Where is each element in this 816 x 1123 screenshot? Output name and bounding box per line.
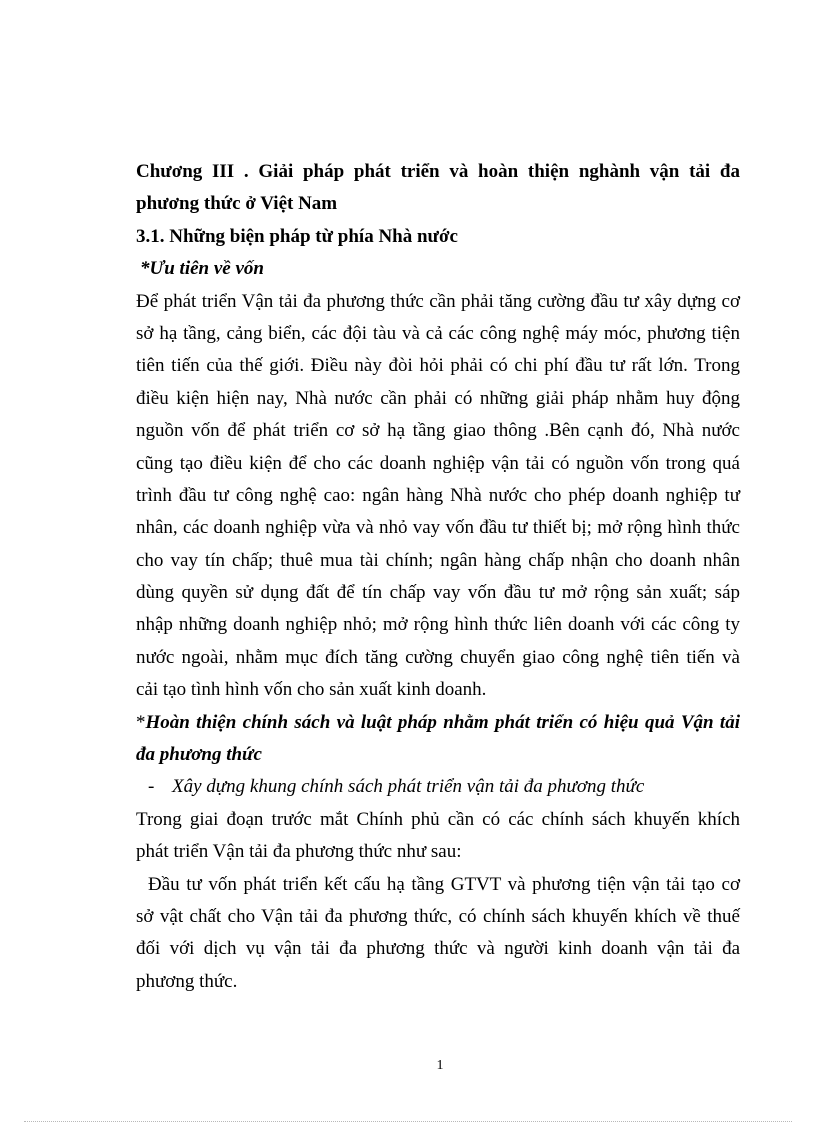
paragraph-line: cải tạo tình hình vốn cho sản xuất kinh doanh. xyxy=(136,679,487,701)
paragraph-line: sở hạ tầng, cảng biển, các đội tàu và cả các công nghệ máy móc, phương tiện xyxy=(136,322,740,344)
paragraph-line: nhập những doanh nghiệp nhỏ; mở rộng hình thức liên doanh với các công ty xyxy=(136,614,740,636)
paragraph-capital xyxy=(136,286,740,707)
paragraph-line: đối với dịch vụ vận tải đa phương thức và người kinh doanh vận tải đa xyxy=(136,938,740,960)
paragraph-line: nhân, các doanh nghiệp vừa và nhỏ vay vốn đầu tư thiết bị; mở rộng hình thức xyxy=(136,517,740,539)
section-title: 3.1. Những biện pháp từ phía Nhà nước xyxy=(136,225,458,247)
paragraph-line: phương thức. xyxy=(136,970,238,992)
subheading-policy-line-2: đa phương thức xyxy=(136,744,262,766)
paragraph-line: nguồn vốn để phát triển cơ sở hạ tầng giao thông .Bên cạnh đó, Nhà nước xyxy=(136,420,740,442)
chapter-heading-line-2: phương thức ở Việt Nam xyxy=(136,193,338,215)
subheading-capital-priority: *Ưu tiên về vốn xyxy=(140,258,264,280)
paragraph-line: nước ngoài, nhằm mục đích tăng cường chuyển giao công nghệ tiên tiến và xyxy=(136,646,740,668)
chapter-heading-line-1: Chương III . Giải pháp phát triển và hoàn thiện nghành vận tải đa xyxy=(136,161,740,182)
paragraph-line: Trong giai đoạn trước mắt Chính phủ cần có các chính sách khuyến khích xyxy=(136,808,740,830)
paragraph-line: sở vật chất cho Vận tải đa phương thức, có chính sách khuyến khích về thuế xyxy=(136,905,740,927)
paragraph-line: cũng tạo điều kiện để cho các doanh nghiệp vận tải có nguồn vốn trong quá xyxy=(136,452,740,474)
paragraph-line: Đầu tư vốn phát triển kết cấu hạ tầng GTVT và phương tiện vận tải tạo cơ xyxy=(148,873,740,895)
paragraph-line: cho vay tín chấp; thuê mua tài chính; ngân hàng chấp nhận cho doanh nhân xyxy=(136,549,740,571)
paragraph-line: tiên tiến của thế giới. Điều này đòi hỏi phải có chi phí đầu tư rất lớn. Trong xyxy=(136,355,740,377)
subheading-policy-text: Hoàn thiện chính sách và luật pháp nhằm phát triển có hiệu quả Vận tải xyxy=(145,711,740,733)
paragraph-line: phát triển Vận tải đa phương thức như sau: xyxy=(136,841,462,863)
paragraph-line: Để phát triển Vận tải đa phương thức cần phải tăng cường đầu tư xây dựng cơ xyxy=(136,290,740,312)
subheading-policy-line-1 xyxy=(136,707,740,739)
page-bottom-divider xyxy=(24,1121,792,1122)
bullet-text: Xây dựng khung chính sách phát triển vận tải đa phương thức xyxy=(172,776,645,798)
paragraph-line: dùng quyền sử dụng đất để tín chấp vay vốn đầu tư mở rộng sản xuất; sáp xyxy=(136,582,740,604)
bullet-dash: - xyxy=(148,776,155,798)
paragraph-line: trình đầu tư công nghệ cao: ngân hàng Nhà nước cho phép doanh nghiệp tư xyxy=(136,484,740,506)
paragraph-short-term xyxy=(136,804,740,869)
subheading-policy-star: * xyxy=(136,711,146,733)
bullet-list-item xyxy=(136,771,740,803)
paragraph-investment xyxy=(136,869,740,999)
page-number: 1 xyxy=(436,1058,444,1073)
paragraph-line: điều kiện hiện nay, Nhà nước cần phải có những giải pháp nhằm huy động xyxy=(136,387,740,409)
page-content xyxy=(136,156,740,998)
